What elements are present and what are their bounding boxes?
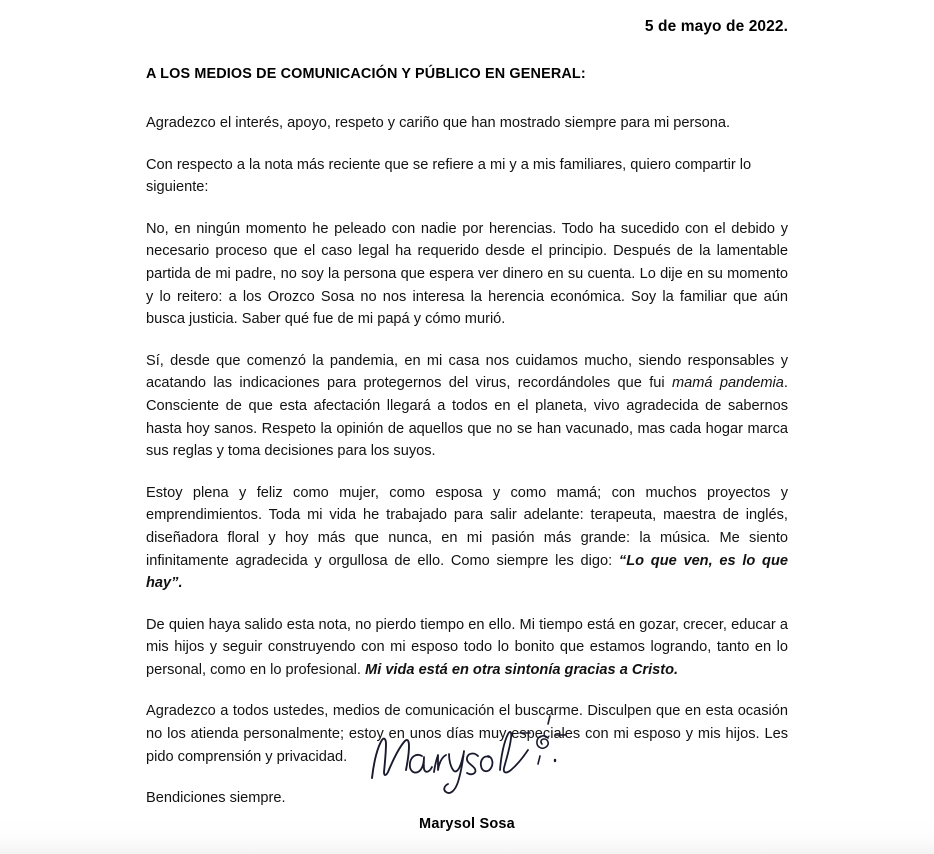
signature-block: [0, 700, 934, 832]
handwritten-signature: [352, 700, 582, 810]
emphasis-italic: mamá pandemia: [671, 375, 784, 392]
letter-content: [146, 0, 788, 810]
paragraph: [146, 218, 788, 331]
text-run: Bendiciones siempre.: [146, 790, 286, 807]
text-run: Estoy plena y feliz como mujer, como esposa y como mamá; con muchos proyectos y emprendimientos. Toda mi vida he trabajado para salir adelante: terapeuta, maestra de inglés, diseñadora floral y hoy más que nunca, en mi pasión más grande: la música. Me siento infinitamente agradecida y orgullosa de ello. Como siempre les digo:: [146, 484, 788, 569]
letter-headline: A LOS MEDIOS DE COMUNICACIÓN Y PÚBLICO EN GENERAL:: [146, 66, 586, 82]
paragraph: [146, 482, 788, 595]
emphasis-bold-italic: Mi vida está en otra sintonía gracias a Cristo.: [365, 661, 679, 678]
paragraph: [146, 154, 788, 199]
text-run: No, en ningún momento he peleado con nadie por herencias. Todo ha sucedido con el debido y necesario proceso que el caso legal ha requerido desde el principio. Después de la lamentable partida de mi padre, no soy la persona que espera ver dinero en su cuenta. Lo dije en su momento y lo reitero: a los Orozco Sosa no nos interesa la herencia económica. Soy la familiar que aún busca justicia. Saber qué fue de mi papá y cómo murió.: [146, 220, 788, 328]
paragraph: [146, 614, 788, 682]
text-run: Agradezco a todos ustedes, medios de comunicación el buscarme. Disculpen que en esta ocasión no los atienda personalmente; estoy en unos días muy especiales con mi esposo y mis hijos. Les pido comprensión y privacidad.: [146, 703, 788, 765]
paragraph: [146, 112, 788, 135]
signature-printed-name: Marysol Sosa: [419, 816, 515, 832]
letter-date: 5 de mayo de 2022.: [644, 18, 788, 35]
text-run: Agradezco el interés, apoyo, respeto y cariño que han mostrado siempre para mi persona.: [146, 115, 731, 131]
text-run: . Consciente de que esta afectación llegará a todos en el planeta, vivo agradecida de sabernos hasta hoy sanos. Respeto la opinión de aquellos que no se han vacunado, mas cada hogar marca sus reglas y toma decisiones para los suyos.: [146, 375, 788, 460]
paragraph: [146, 350, 788, 463]
text-run: Con respecto a la nota más reciente que se refiere a mi y a mis familiares, quiero compartir lo siguiente:: [146, 156, 752, 196]
text-run: De quien haya salido esta nota, no pierdo tiempo en ello. Mi tiempo está en gozar, crecer, educar a mis hijos y seguir construyendo con mi esposo todo lo bonito que estamos logrando, tanto en lo personal, como en lo profesional.: [146, 616, 788, 678]
emphasis-bold-italic: “Lo que ven, es lo que hay”.: [146, 552, 788, 592]
text-run: Sí, desde que comenzó la pandemia, en mi casa nos cuidamos mucho, siendo responsables y acatando las indicaciones para protegernos del virus, recordándoles que fui: [146, 352, 788, 392]
